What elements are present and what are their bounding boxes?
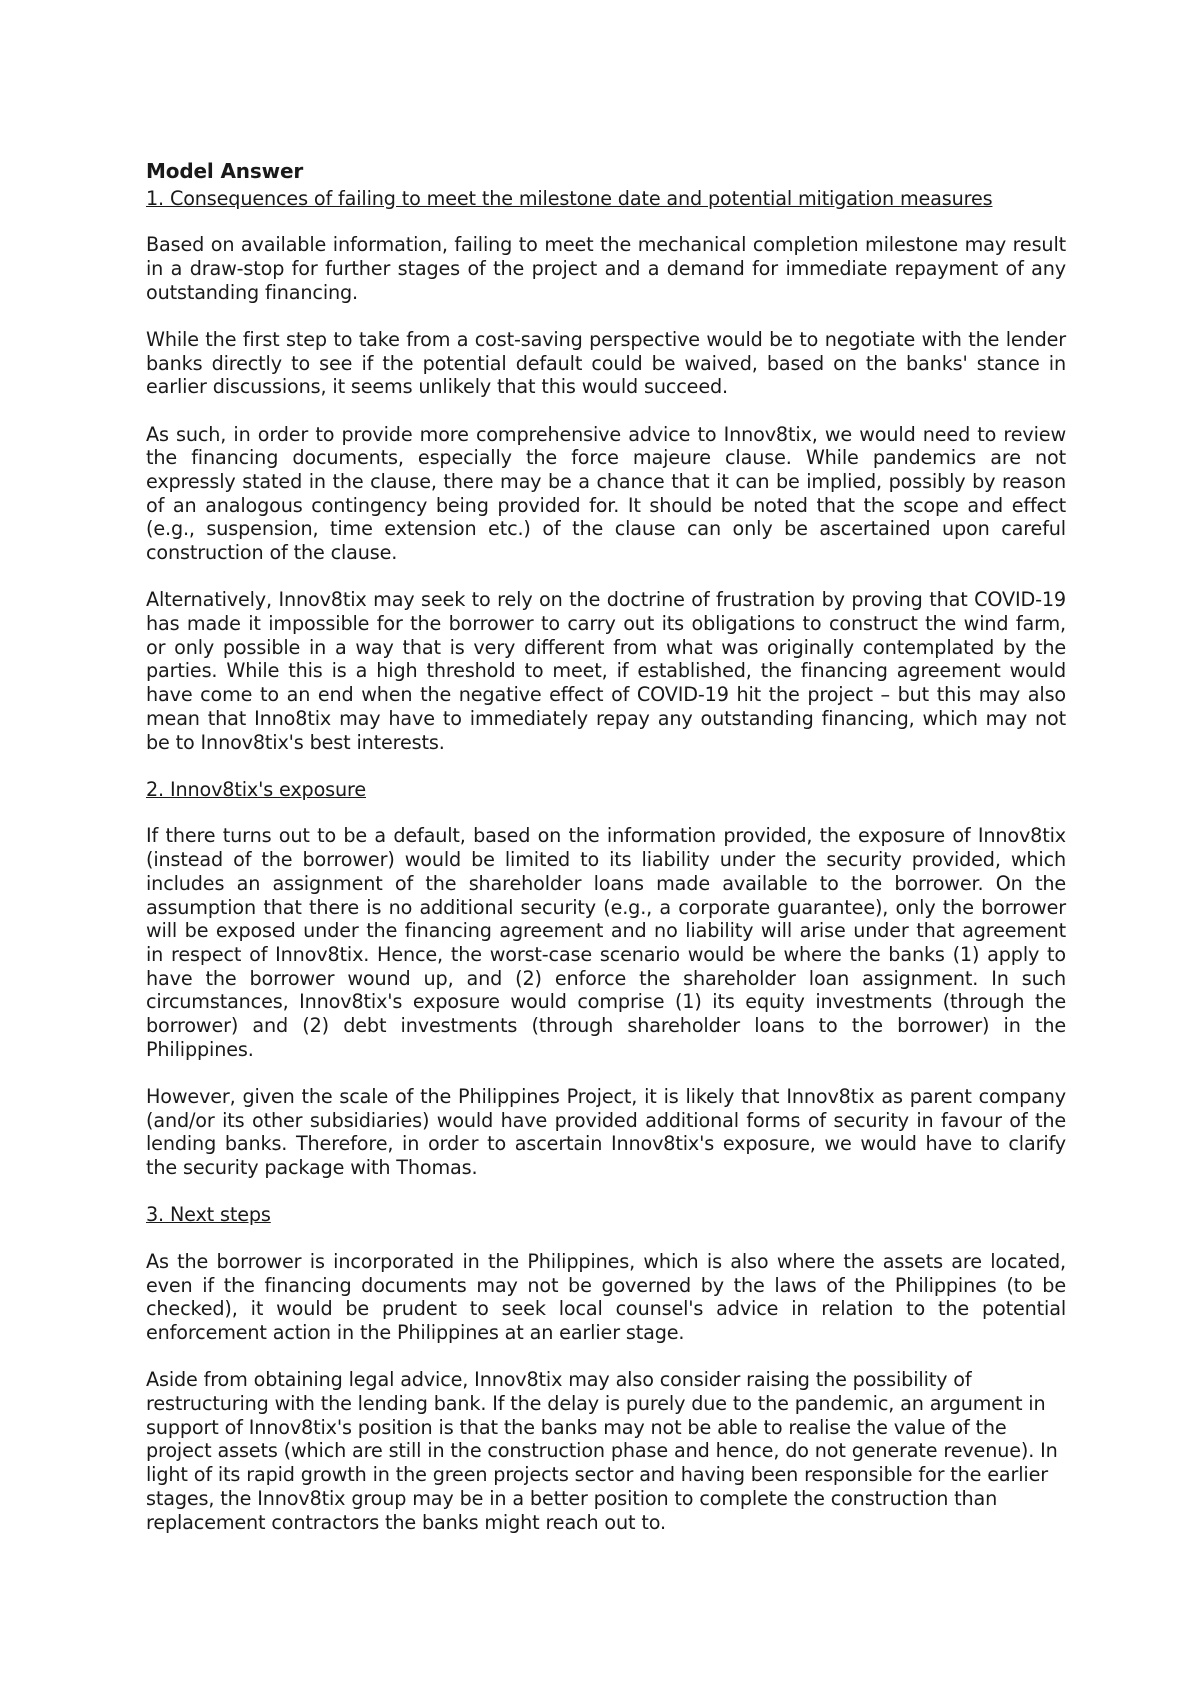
section-heading-next-steps: 3. Next steps: [146, 1203, 271, 1227]
paragraph: If there turns out to be a default, based on the information provided, the exposure of Innov8tix (instead of the borrower) would be limited to its liability under the security provided, which includes an assignment of the shareholder loans made available to the borrower. On the assumption that there is no additional security (e.g., a corporate guarantee), only the borrower will be exposed under the financing agreement and no liability will arise under that agreement in respect of Innov8tix. Hence, the worst-case scenario would be where the banks (1) apply to have the borrower wound up, and (2) enforce the shareholder loan assignment. In such circumstances, Innov8tix's exposure would comprise (1) its equity investments (through the borrower) and (2) debt investments (through shareholder loans to the borrower) in the Philippines.: [146, 824, 1066, 1061]
paragraph: However, given the scale of the Philippines Project, it is likely that Innov8tix as parent company (and/or its other subsidiaries) would have provided additional forms of security in favour of the lending banks. Therefore, in order to ascertain Innov8tix's exposure, we would have to clarify the security package with Thomas.: [146, 1085, 1066, 1180]
paragraph: As the borrower is incorporated in the Philippines, which is also where the assets are located, even if the financing documents may not be governed by the laws of the Philippines (to be checked), it would be prudent to seek local counsel's advice in relation to the potential enforcement action in the Philippines at an earlier stage.: [146, 1250, 1066, 1345]
paragraph: Aside from obtaining legal advice, Innov8tix may also consider raising the possibility of restructuring with the lending bank. If the delay is purely due to the pandemic, an argument in support of Innov8tix's position is that the banks may not be able to realise the value of the project assets (which are still in the construction phase and hence, do not generate revenue). In light of its rapid growth in the green projects sector and having been responsible for the earlier stages, the Innov8tix group may be in a better position to complete the construction than replacement contractors the banks might reach out to.: [146, 1368, 1058, 1534]
section-heading-exposure: 2. Innov8tix's exposure: [146, 777, 366, 801]
paragraph: While the first step to take from a cost-saving perspective would be to negotiate with the lender banks directly to see if the potential default could be waived, based on the banks' stance in earlier discussions, it seems unlikely that this would succeed.: [146, 328, 1066, 399]
paragraph: Based on available information, failing to meet the mechanical completion milestone may result in a draw-stop for further stages of the project and a demand for immediate repayment of any outstanding financing.: [146, 233, 1066, 304]
section-heading-consequences: 1. Consequences of failing to meet the milestone date and potential mitigation measures: [146, 186, 993, 210]
document-title: Model Answer: [146, 159, 304, 183]
document-body: [146, 160, 1066, 1558]
paragraph: Alternatively, Innov8tix may seek to rely on the doctrine of frustration by proving that COVID-19 has made it impossible for the borrower to carry out its obligations to construct the wind farm, or only possible in a way that is very different from what was originally contemplated by the parties. While this is a high threshold to meet, if established, the financing agreement would have come to an end when the negative effect of COVID-19 hit the project – but this may also mean that Inno8tix may have to immediately repay any outstanding financing, which may not be to Innov8tix's best interests.: [146, 588, 1066, 754]
paragraph: As such, in order to provide more comprehensive advice to Innov8tix, we would need to review the financing documents, especially the force majeure clause. While pandemics are not expressly stated in the clause, there may be a chance that it can be implied, possibly by reason of an analogous contingency being provided for. It should be noted that the scope and effect (e.g., suspension, time extension etc.) of the clause can only be ascertained upon careful construction of the clause.: [146, 422, 1066, 565]
